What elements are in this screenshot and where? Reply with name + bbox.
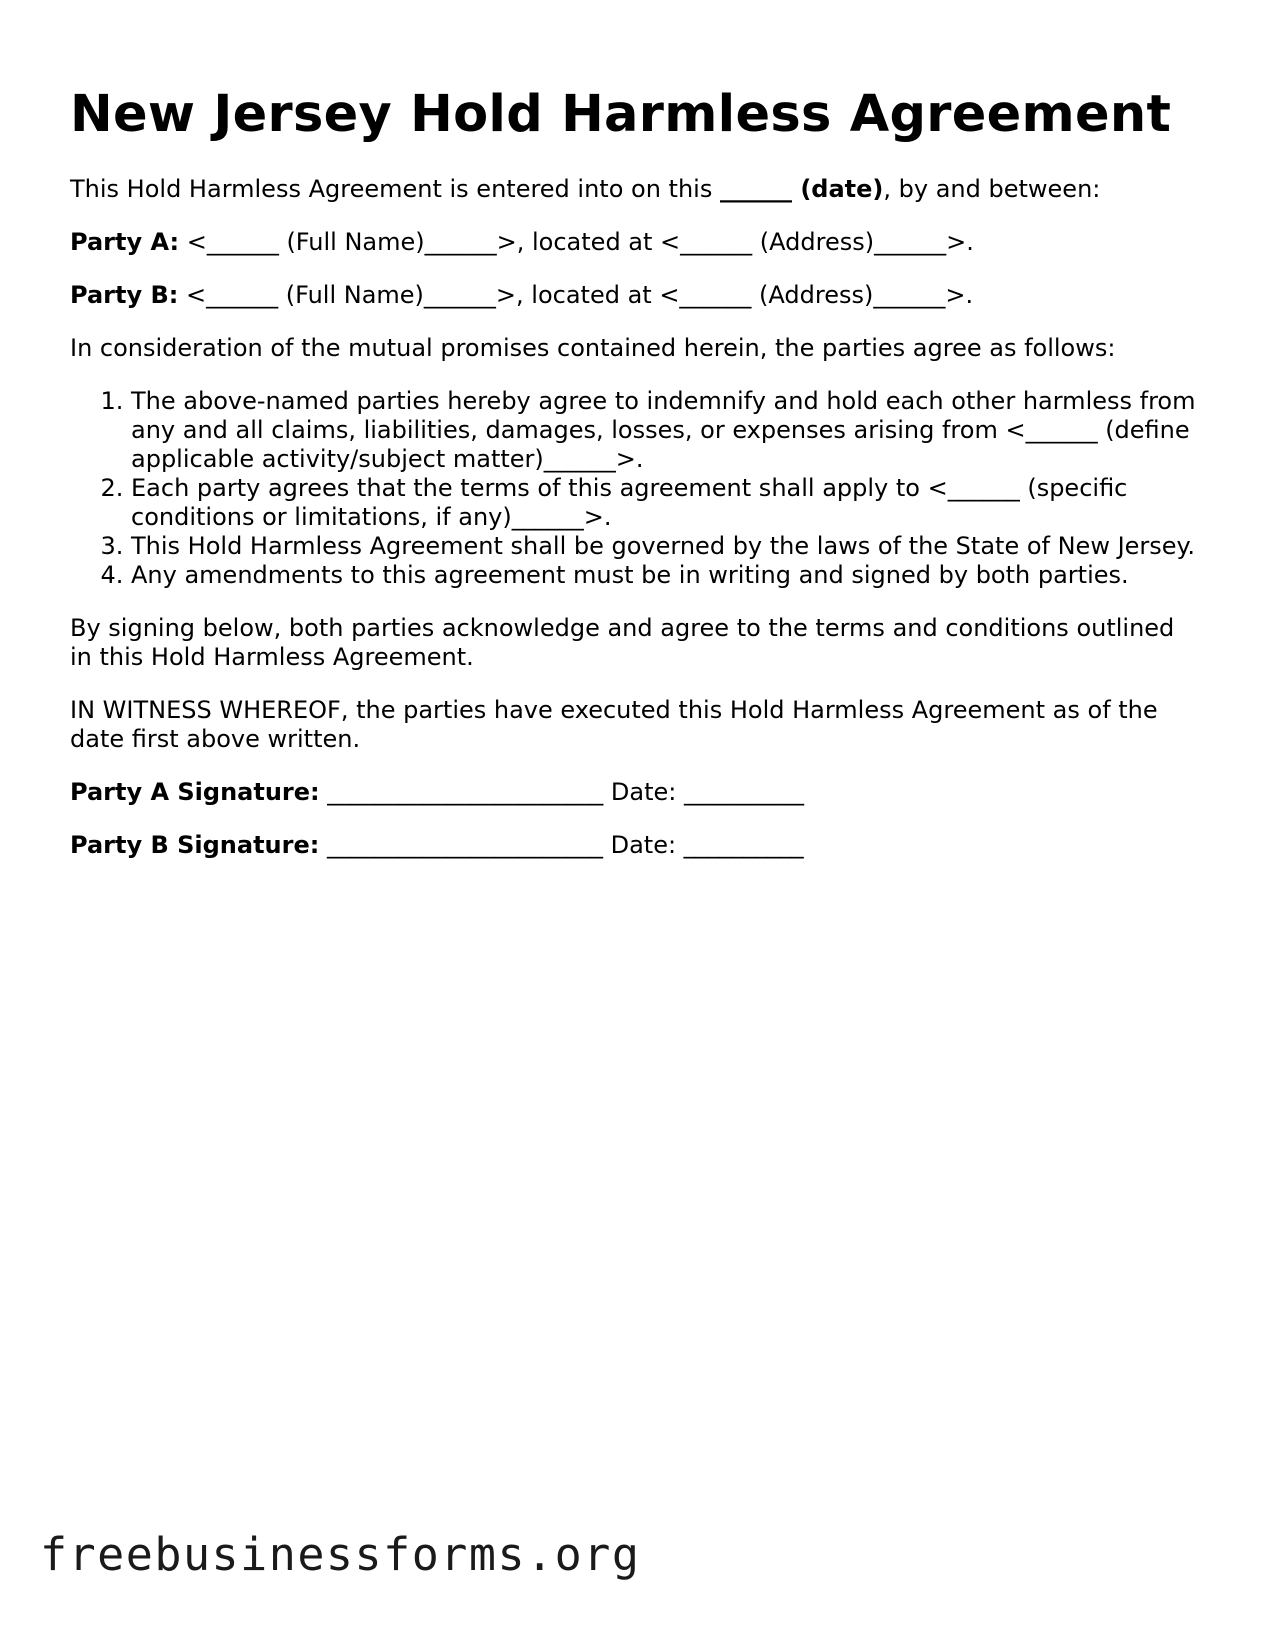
party-b-label: Party B:	[70, 281, 179, 310]
document-title: New Jersey Hold Harmless Agreement	[70, 85, 1172, 144]
term-item: 1. The above-named parties hereby agree to indemnify and hold each other harmless from any and all claims, liabilities, damages, losses, or expenses arising from <______ (define applicable activity/subject matter)______>.	[131, 387, 1200, 474]
party-a-fields: <______ (Full Name)______>, located at <______ (Address)______>.	[179, 228, 974, 257]
consideration-paragraph: In consideration of the mutual promises contained herein, the parties agree as follows:	[70, 334, 1116, 363]
party-b-signature-label: Party B Signature:	[70, 831, 320, 860]
intro-paragraph	[70, 175, 1200, 204]
document-page	[70, 84, 1200, 884]
party-a-signature-blanks: _______________________ Date: __________	[319, 778, 804, 807]
party-b-signature-line	[70, 831, 1200, 860]
party-a-signature-line	[70, 778, 1200, 807]
acknowledgement-paragraph: By signing below, both parties acknowledge and agree to the terms and conditions outlined in this Hold Harmless Agreement.	[70, 614, 1175, 672]
intro-text-before: This Hold Harmless Agreement is entered into on this	[70, 175, 720, 204]
date-field: ______ (date)	[719, 175, 884, 204]
party-b-signature-blanks: _______________________ Date: __________	[319, 831, 804, 860]
terms-list	[70, 387, 1200, 590]
term-item: 2. Each party agrees that the terms of this agreement shall apply to <______ (specific conditions or limitations, if any)______>.	[131, 474, 1200, 532]
party-b-fields: <______ (Full Name)______>, located at <______ (Address)______>.	[178, 281, 974, 310]
party-b-line	[70, 281, 1200, 310]
witness-paragraph: IN WITNESS WHEREOF, the parties have executed this Hold Harmless Agreement as of the date first above written.	[70, 696, 1158, 754]
intro-text-after: , by and between:	[883, 175, 1101, 204]
party-a-line	[70, 228, 1200, 257]
watermark: freebusinessforms.org	[40, 1528, 641, 1581]
term-item: 4. Any amendments to this agreement must be in writing and signed by both parties.	[131, 561, 1200, 590]
party-a-signature-label: Party A Signature:	[70, 778, 320, 807]
term-item: 3. This Hold Harmless Agreement shall be governed by the laws of the State of New Jersey.	[131, 532, 1200, 561]
party-a-label: Party A:	[70, 228, 180, 257]
